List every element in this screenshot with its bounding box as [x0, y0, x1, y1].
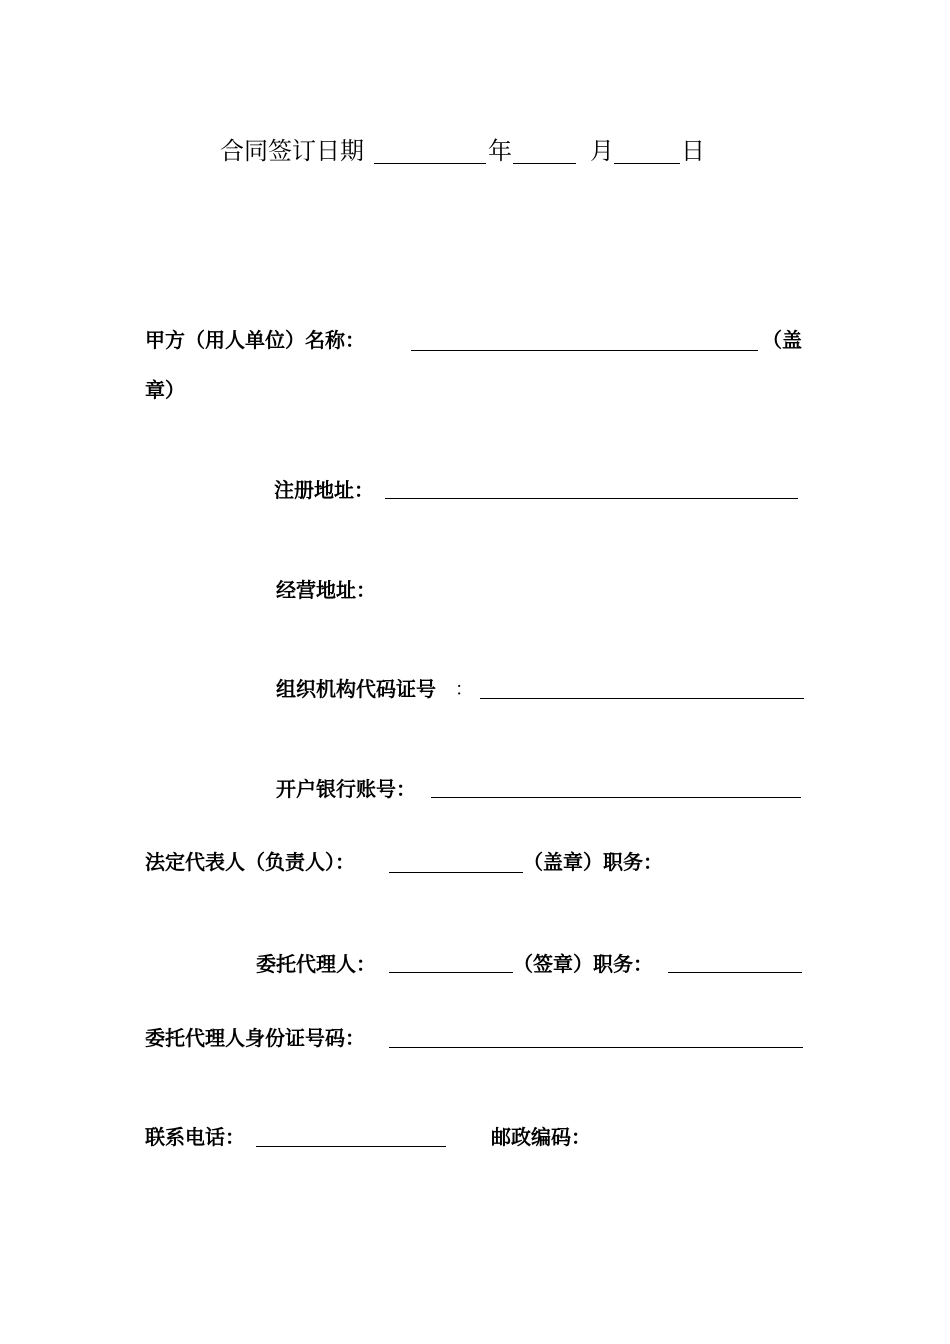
agent-blank[interactable]	[389, 972, 513, 973]
business-address-label: 经营地址：	[276, 578, 376, 602]
contract-date-label: 合同签订日期	[220, 137, 364, 165]
month-blank[interactable]	[513, 163, 576, 164]
registered-address-label: 注册地址：	[274, 478, 374, 502]
phone-blank[interactable]	[256, 1146, 446, 1147]
bank-account-label: 开户银行账号：	[276, 777, 416, 801]
agent-sign-title: （签章）职务：	[513, 952, 653, 976]
year-label: 年	[488, 137, 512, 165]
party-a-seal-open: （盖	[762, 328, 802, 352]
org-code-colon: ：	[455, 679, 473, 700]
phone-label: 联系电话：	[145, 1125, 245, 1149]
legal-rep-seal-title: （盖章）职务：	[523, 850, 663, 874]
agent-id-label: 委托代理人身份证号码：	[145, 1026, 365, 1050]
month-label: 月	[590, 137, 614, 165]
org-code-label: 组织机构代码证号	[276, 677, 436, 701]
party-a-name-blank[interactable]	[411, 350, 758, 351]
party-a-name-label: 甲方（用人单位）名称：	[145, 328, 365, 352]
party-a-seal-close: 章）	[145, 378, 185, 402]
year-blank[interactable]	[374, 163, 486, 164]
day-blank[interactable]	[614, 163, 680, 164]
agent-id-blank[interactable]	[389, 1047, 803, 1048]
day-label: 日	[681, 137, 705, 165]
registered-address-blank[interactable]	[385, 498, 798, 499]
agent-title-blank[interactable]	[668, 972, 802, 973]
postcode-label: 邮政编码：	[491, 1125, 591, 1149]
legal-rep-blank[interactable]	[389, 872, 523, 873]
org-code-blank[interactable]	[480, 698, 804, 699]
bank-account-blank[interactable]	[431, 797, 801, 798]
legal-rep-label: 法定代表人（负责人）：	[145, 850, 355, 874]
agent-label: 委托代理人：	[256, 952, 376, 976]
